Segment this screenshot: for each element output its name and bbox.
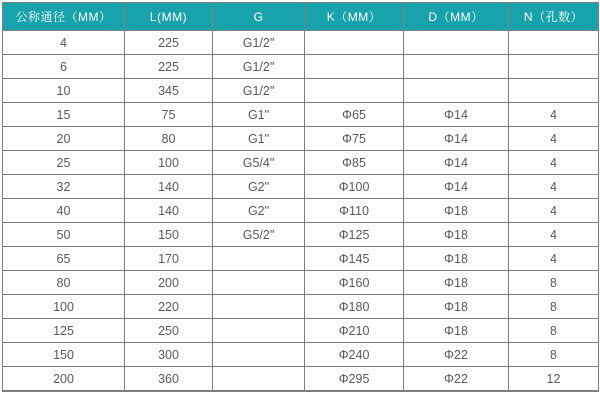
cell: Φ210 xyxy=(305,319,404,343)
table-row xyxy=(3,103,599,127)
cell xyxy=(305,79,404,103)
cell: 360 xyxy=(125,367,213,392)
column-header: L(MM) xyxy=(125,3,213,31)
cell: G1" xyxy=(213,127,305,151)
cell: G2" xyxy=(213,199,305,223)
cell xyxy=(509,31,599,55)
cell: Φ22 xyxy=(404,343,509,367)
cell: 170 xyxy=(125,247,213,271)
cell: G5/2" xyxy=(213,223,305,247)
cell: 200 xyxy=(3,367,125,392)
cell: Φ18 xyxy=(404,271,509,295)
cell: 225 xyxy=(125,55,213,79)
cell: 4 xyxy=(3,31,125,55)
table-row xyxy=(3,55,599,79)
cell: 10 xyxy=(3,79,125,103)
table-row xyxy=(3,151,599,175)
cell: 345 xyxy=(125,79,213,103)
cell: 50 xyxy=(3,223,125,247)
cell: 4 xyxy=(509,247,599,271)
cell xyxy=(213,295,305,319)
table-row xyxy=(3,199,599,223)
cell: G1/2" xyxy=(213,55,305,79)
cell xyxy=(213,367,305,392)
cell: Φ22 xyxy=(404,367,509,392)
cell: Φ160 xyxy=(305,271,404,295)
table-row xyxy=(3,343,599,367)
cell: Φ110 xyxy=(305,199,404,223)
cell: 8 xyxy=(509,295,599,319)
cell: 32 xyxy=(3,175,125,199)
cell: 4 xyxy=(509,127,599,151)
header-row xyxy=(3,3,599,31)
cell: Φ180 xyxy=(305,295,404,319)
cell: Φ145 xyxy=(305,247,404,271)
cell: 6 xyxy=(3,55,125,79)
cell: 80 xyxy=(125,127,213,151)
cell: 140 xyxy=(125,199,213,223)
cell: G5/4" xyxy=(213,151,305,175)
cell: G1/2" xyxy=(213,79,305,103)
table-body xyxy=(3,31,599,392)
cell: Φ14 xyxy=(404,151,509,175)
cell: 8 xyxy=(509,271,599,295)
cell: 4 xyxy=(509,151,599,175)
cell: 8 xyxy=(509,319,599,343)
cell: 15 xyxy=(3,103,125,127)
cell xyxy=(213,271,305,295)
cell: Φ14 xyxy=(404,127,509,151)
column-header: D（MM） xyxy=(404,3,509,31)
cell: 75 xyxy=(125,103,213,127)
table-row xyxy=(3,271,599,295)
column-header: G xyxy=(213,3,305,31)
cell xyxy=(213,343,305,367)
table-row xyxy=(3,175,599,199)
cell: Φ14 xyxy=(404,103,509,127)
data-table xyxy=(2,2,599,392)
cell: G2" xyxy=(213,175,305,199)
cell: 220 xyxy=(125,295,213,319)
cell: G1" xyxy=(213,103,305,127)
cell: 300 xyxy=(125,343,213,367)
cell: 65 xyxy=(3,247,125,271)
cell: Φ18 xyxy=(404,319,509,343)
cell xyxy=(213,319,305,343)
table-row xyxy=(3,127,599,151)
cell: 8 xyxy=(509,343,599,367)
cell: Φ14 xyxy=(404,175,509,199)
cell: 150 xyxy=(3,343,125,367)
cell: 200 xyxy=(125,271,213,295)
column-header: 公称通径（MM） xyxy=(3,3,125,31)
cell: 140 xyxy=(125,175,213,199)
table-row xyxy=(3,295,599,319)
cell: 150 xyxy=(125,223,213,247)
cell xyxy=(404,31,509,55)
table-row xyxy=(3,319,599,343)
cell: 80 xyxy=(3,271,125,295)
cell: 4 xyxy=(509,103,599,127)
cell: Φ18 xyxy=(404,295,509,319)
cell: 4 xyxy=(509,199,599,223)
cell: 100 xyxy=(125,151,213,175)
cell: Φ18 xyxy=(404,223,509,247)
cell: 40 xyxy=(3,199,125,223)
table-row xyxy=(3,247,599,271)
table-row xyxy=(3,367,599,392)
cell: 25 xyxy=(3,151,125,175)
cell: 12 xyxy=(509,367,599,392)
cell: Φ75 xyxy=(305,127,404,151)
cell: 100 xyxy=(3,295,125,319)
table-row xyxy=(3,223,599,247)
cell xyxy=(404,55,509,79)
table-row xyxy=(3,31,599,55)
cell: 20 xyxy=(3,127,125,151)
table-row xyxy=(3,79,599,103)
cell xyxy=(305,31,404,55)
cell xyxy=(213,247,305,271)
cell: Φ125 xyxy=(305,223,404,247)
table-header-row xyxy=(3,3,599,31)
cell: Φ240 xyxy=(305,343,404,367)
cell: Φ85 xyxy=(305,151,404,175)
cell: Φ18 xyxy=(404,247,509,271)
cell: 225 xyxy=(125,31,213,55)
cell xyxy=(509,79,599,103)
cell: 250 xyxy=(125,319,213,343)
cell: G1/2" xyxy=(213,31,305,55)
cell: Φ100 xyxy=(305,175,404,199)
cell: 4 xyxy=(509,223,599,247)
cell: Φ65 xyxy=(305,103,404,127)
column-header: N（孔数） xyxy=(509,3,599,31)
cell xyxy=(305,55,404,79)
cell: Φ295 xyxy=(305,367,404,392)
cell: 125 xyxy=(3,319,125,343)
cell xyxy=(404,79,509,103)
column-header: K（MM） xyxy=(305,3,404,31)
cell: Φ18 xyxy=(404,199,509,223)
cell: 4 xyxy=(509,175,599,199)
cell xyxy=(509,55,599,79)
